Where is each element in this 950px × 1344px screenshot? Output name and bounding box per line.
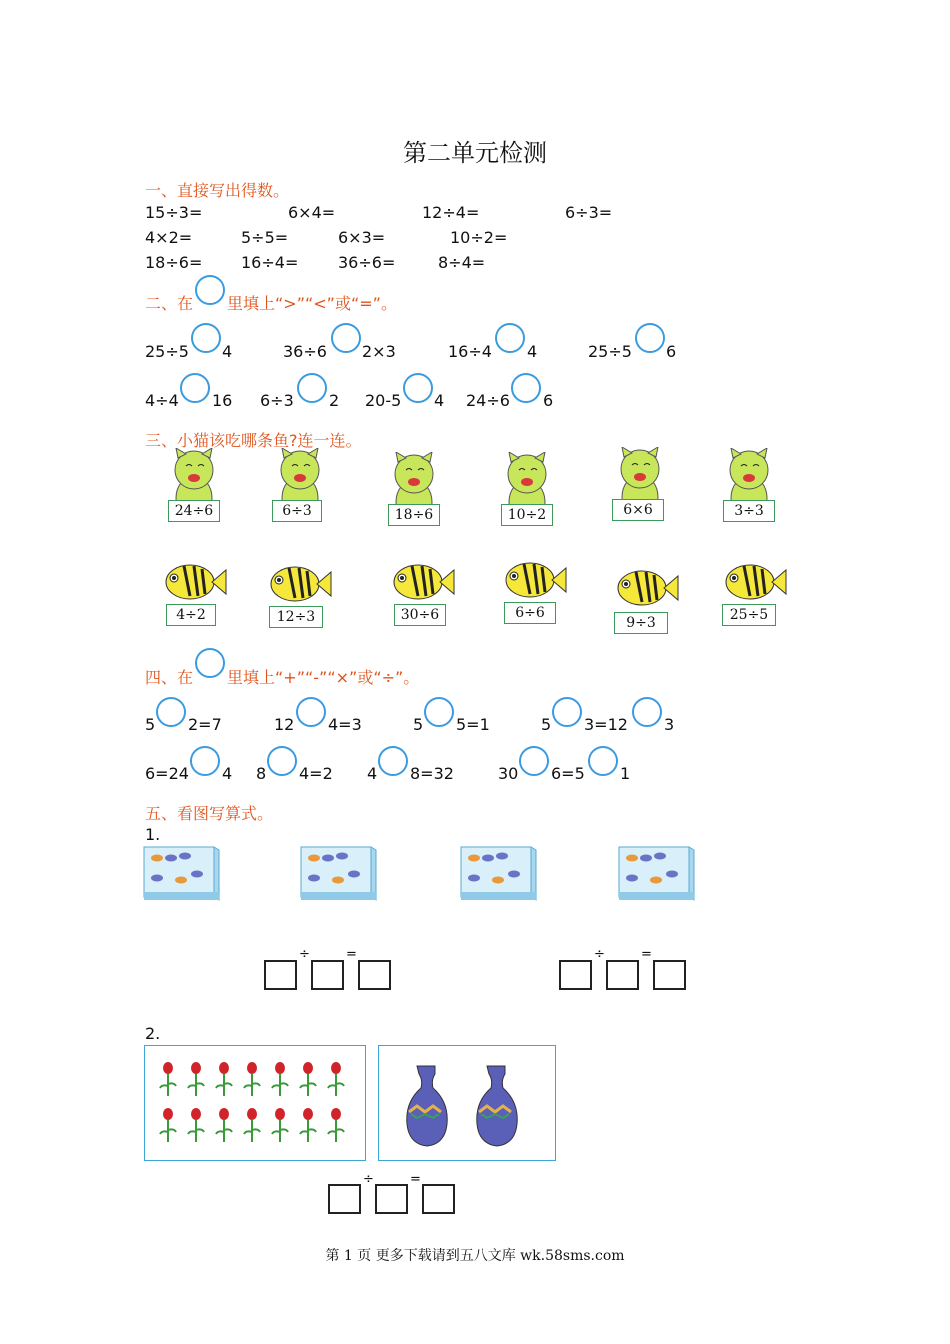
fish-card[interactable] (720, 560, 790, 632)
flowers-image (144, 1045, 366, 1161)
fish-icon (265, 562, 335, 608)
s4-text: 4=3 (328, 715, 362, 734)
answer-circle[interactable] (552, 697, 582, 727)
flower-icon (244, 1108, 260, 1142)
fish-label: 9÷3 (614, 612, 668, 634)
s1-item: 6×3= (338, 228, 386, 247)
answer-circle[interactable] (378, 746, 408, 776)
s4-text: 8=32 (410, 764, 454, 783)
s1-item: 4×2= (145, 228, 193, 247)
answer-box[interactable] (653, 960, 686, 990)
answer-circle[interactable] (331, 323, 361, 353)
answer-box[interactable] (606, 960, 639, 990)
fish-card[interactable] (388, 560, 458, 632)
fish-card[interactable] (612, 566, 682, 638)
flower-icon (300, 1062, 316, 1096)
s1-item: 18÷6= (145, 253, 203, 272)
s4-text: 6=5 (551, 764, 585, 783)
answer-box[interactable] (375, 1184, 408, 1214)
answer-box[interactable] (422, 1184, 455, 1214)
fish-label: 25÷5 (722, 604, 776, 626)
flower-icon (160, 1062, 176, 1096)
answer-circle[interactable] (190, 746, 220, 776)
fish-label: 6÷6 (504, 602, 556, 624)
s4-text: 4 (222, 764, 233, 783)
answer-circle[interactable] (424, 697, 454, 727)
fish-icon (500, 558, 570, 604)
answer-circle[interactable] (495, 323, 525, 353)
vase-icon (407, 1066, 447, 1146)
s1-item: 5÷5= (241, 228, 289, 247)
s4-text: 3=12 (584, 715, 628, 734)
divide-sign: ÷ (299, 947, 310, 962)
equals-sign: = (410, 1172, 421, 1187)
answer-circle[interactable] (191, 323, 221, 353)
flower-icon (216, 1108, 232, 1142)
s2-right: 4 (527, 342, 538, 361)
s4-text: 8 (256, 764, 267, 783)
s1-item: 12÷4= (422, 203, 480, 222)
cat-label: 18÷6 (388, 504, 440, 526)
flower-icon (216, 1062, 232, 1096)
flower-icon (328, 1062, 344, 1096)
cat-label: 6÷3 (272, 500, 322, 522)
s4-text: 1 (620, 764, 631, 783)
vases-image (378, 1045, 556, 1161)
s4-text: 3 (664, 715, 675, 734)
flower-icon (188, 1108, 204, 1142)
cat-label: 3÷3 (723, 500, 775, 522)
cat-card[interactable] (380, 452, 455, 532)
flower-icon (272, 1108, 288, 1142)
s2-left: 4÷4 (145, 391, 179, 410)
fish-tank-image (618, 846, 695, 901)
fish-label: 12÷3 (269, 606, 323, 628)
page-title: 第二单元检测 (403, 139, 547, 167)
s4-text: 6=24 (145, 764, 189, 783)
s2-right: 4 (222, 342, 233, 361)
fish-tank-image (143, 846, 220, 901)
section-2-heading-pre: 二、在 (145, 294, 194, 313)
answer-box[interactable] (358, 960, 391, 990)
s2-left: 25÷5 (588, 342, 632, 361)
s2-right: 6 (543, 391, 554, 410)
s2-right: 2 (329, 391, 340, 410)
flower-icon (272, 1062, 288, 1096)
s2-right: 4 (434, 391, 445, 410)
cat-card[interactable] (715, 448, 790, 528)
s1-item: 8÷4= (438, 253, 486, 272)
flower-icon (160, 1108, 176, 1142)
s4-text: 5 (145, 715, 156, 734)
s2-left: 6÷3 (260, 391, 294, 410)
cat-card[interactable] (493, 452, 568, 532)
answer-box[interactable] (311, 960, 344, 990)
divide-sign: ÷ (594, 947, 605, 962)
fish-card[interactable] (500, 558, 570, 630)
s2-left: 20-5 (365, 391, 402, 410)
section-5-heading: 五、看图写算式。 (145, 804, 274, 823)
section-4-heading-pre: 四、在 (145, 668, 194, 687)
fish-label: 4÷2 (166, 604, 216, 626)
question-1-label: 1. (145, 825, 161, 844)
s1-item: 15÷3= (145, 203, 203, 222)
answer-circle[interactable] (403, 373, 433, 403)
s2-left: 24÷6 (466, 391, 510, 410)
s2-left: 25÷5 (145, 342, 189, 361)
s4-text: 2=7 (188, 715, 222, 734)
answer-circle[interactable] (635, 323, 665, 353)
flower-icon (300, 1108, 316, 1142)
s2-right: 16 (212, 391, 233, 410)
question-2-label: 2. (145, 1024, 161, 1043)
s2-left: 16÷4 (448, 342, 492, 361)
s2-right: 2×3 (362, 342, 396, 361)
cat-label: 10÷2 (501, 504, 553, 526)
s4-text: 5 (541, 715, 552, 734)
flower-icon (244, 1062, 260, 1096)
equals-sign: = (641, 947, 652, 962)
heading-circle-icon (195, 275, 225, 305)
answer-circle[interactable] (632, 697, 662, 727)
cat-label: 24÷6 (168, 500, 220, 522)
fish-card[interactable] (265, 562, 335, 634)
fish-icon (388, 560, 458, 606)
answer-circle[interactable] (297, 373, 327, 403)
answer-box[interactable] (264, 960, 297, 990)
s4-text: 4 (367, 764, 378, 783)
answer-circle[interactable] (180, 373, 210, 403)
answer-circle[interactable] (267, 746, 297, 776)
flower-icon (188, 1062, 204, 1096)
s1-item: 6÷3= (565, 203, 613, 222)
answer-box[interactable] (559, 960, 592, 990)
s1-item: 16÷4= (241, 253, 299, 272)
cat-card[interactable] (606, 447, 681, 527)
equals-sign: = (346, 947, 357, 962)
s4-text: 30 (498, 764, 519, 783)
s4-text: 4=2 (299, 764, 333, 783)
answer-circle[interactable] (588, 746, 618, 776)
s1-item: 10÷2= (450, 228, 508, 247)
fish-icon (720, 560, 790, 606)
s4-text: 5=1 (456, 715, 490, 734)
answer-circle[interactable] (519, 746, 549, 776)
section-1-heading: 一、直接写出得数。 (145, 181, 290, 200)
divide-sign: ÷ (363, 1172, 374, 1187)
fish-tank-image (460, 846, 537, 901)
cat-label: 6×6 (612, 499, 664, 521)
s4-text: 5 (413, 715, 424, 734)
heading-circle-icon (195, 648, 225, 678)
cat-card[interactable] (160, 448, 235, 528)
section-3-heading: 三、小猫该吃哪条鱼?连一连。 (145, 431, 362, 450)
flower-icon (328, 1108, 344, 1142)
answer-circle[interactable] (296, 697, 326, 727)
fish-icon (612, 566, 682, 612)
answer-circle[interactable] (156, 697, 186, 727)
s1-item: 6×4= (288, 203, 336, 222)
answer-box[interactable] (328, 1184, 361, 1214)
fish-tank-image (300, 846, 377, 901)
section-4-heading-post: 里填上“+”“-”“×”或“÷”。 (227, 668, 420, 687)
s2-left: 36÷6 (283, 342, 327, 361)
vase-icon (477, 1066, 517, 1146)
answer-circle[interactable] (511, 373, 541, 403)
cat-card[interactable] (266, 448, 341, 528)
s4-text: 12 (274, 715, 295, 734)
fish-icon (160, 560, 230, 606)
page-footer: 第 1 页 更多下载请到五八文库 wk.58sms.com (325, 1248, 625, 1264)
s2-right: 6 (666, 342, 677, 361)
section-2-heading-post: 里填上“>”“<”或“=”。 (227, 294, 397, 313)
fish-card[interactable] (160, 560, 230, 632)
fish-label: 30÷6 (394, 604, 446, 626)
s1-item: 36÷6= (338, 253, 396, 272)
